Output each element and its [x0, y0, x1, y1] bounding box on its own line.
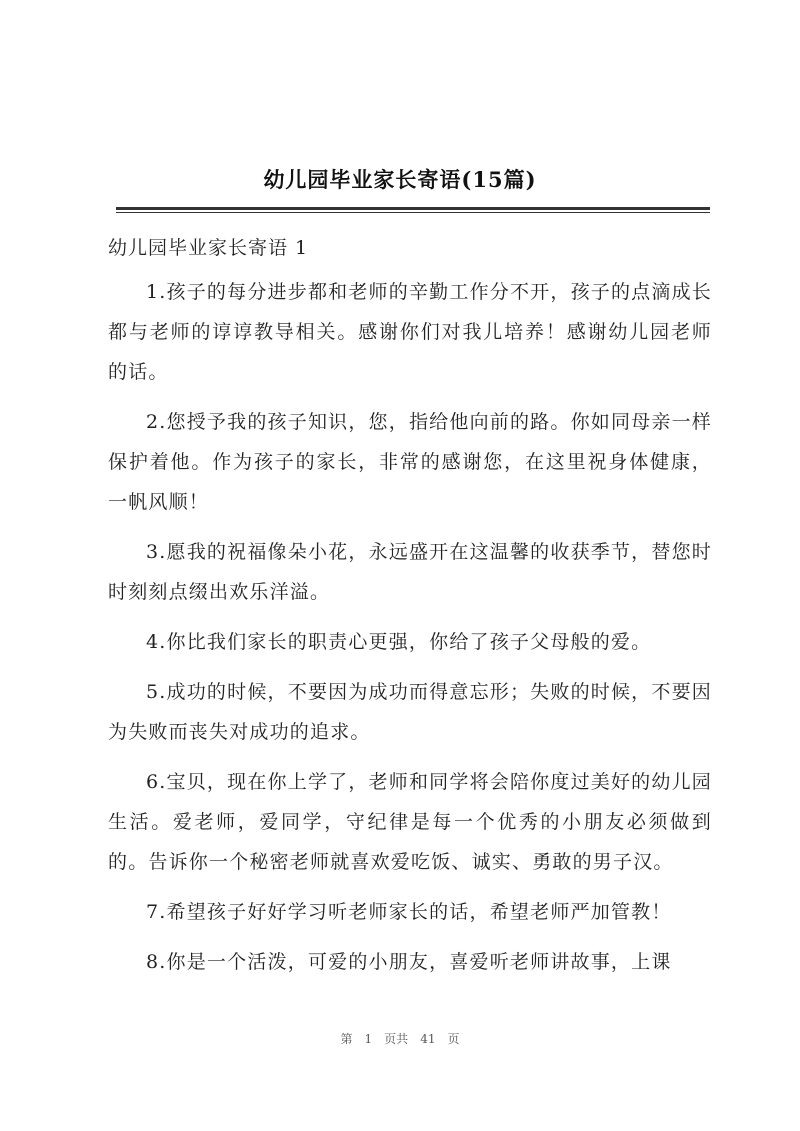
- paragraph-5: 5.成功的时候，不要因为成功而得意忘形；失败的时候，不要因为失败而丧失对成功的追求。: [108, 681, 712, 743]
- footer-mid: 页共: [384, 1032, 409, 1046]
- footer-total-pages: 41: [420, 1032, 436, 1046]
- footer-current-page: 1: [364, 1032, 373, 1046]
- title-divider: [116, 207, 710, 213]
- document-title: 幼儿园毕业家长寄语(15篇): [263, 167, 537, 192]
- paragraph-4: 4.你比我们家长的职责心更强，你给了孩子父母般的爱。: [146, 631, 652, 653]
- document-body: [108, 228, 712, 992]
- paragraph-2: 2.您授予我的孩子知识，您，指给他向前的路。你如同母亲一样保护着他。作为孩子的家长，非常的感谢您，在这里祝身体健康，一帆风顺！: [108, 411, 712, 513]
- paragraph-6: 6.宝贝，现在你上学了，老师和同学将会陪你度过美好的幼儿园生活。爱老师，爱同学，守纪律是每一个优秀的小朋友必须做到的。告诉你一个秘密老师就喜欢爱吃饭、诚实、勇敢的男子汉。: [108, 771, 712, 873]
- paragraph-3: 3.愿我的祝福像朵小花，永远盛开在这温馨的收获季节，替您时时刻刻点缀出欢乐洋溢。: [108, 541, 712, 603]
- paragraph-7: 7.希望孩子好好学习听老师家长的话，希望老师严加管教！: [146, 901, 672, 923]
- page-footer: [0, 1030, 800, 1047]
- paragraph-8: 8.你是一个活泼，可爱的小朋友，喜爱听老师讲故事，上课: [146, 951, 672, 973]
- footer-prefix: 第: [340, 1032, 353, 1046]
- section-heading: 幼儿园毕业家长寄语 1: [108, 237, 309, 259]
- paragraph-1: 1.孩子的每分进步都和老师的辛勤工作分不开，孩子的点滴成长都与老师的谆谆教导相关。感谢你们对我儿培养！感谢幼儿园老师的话。: [108, 281, 712, 383]
- footer-suffix: 页: [447, 1032, 460, 1046]
